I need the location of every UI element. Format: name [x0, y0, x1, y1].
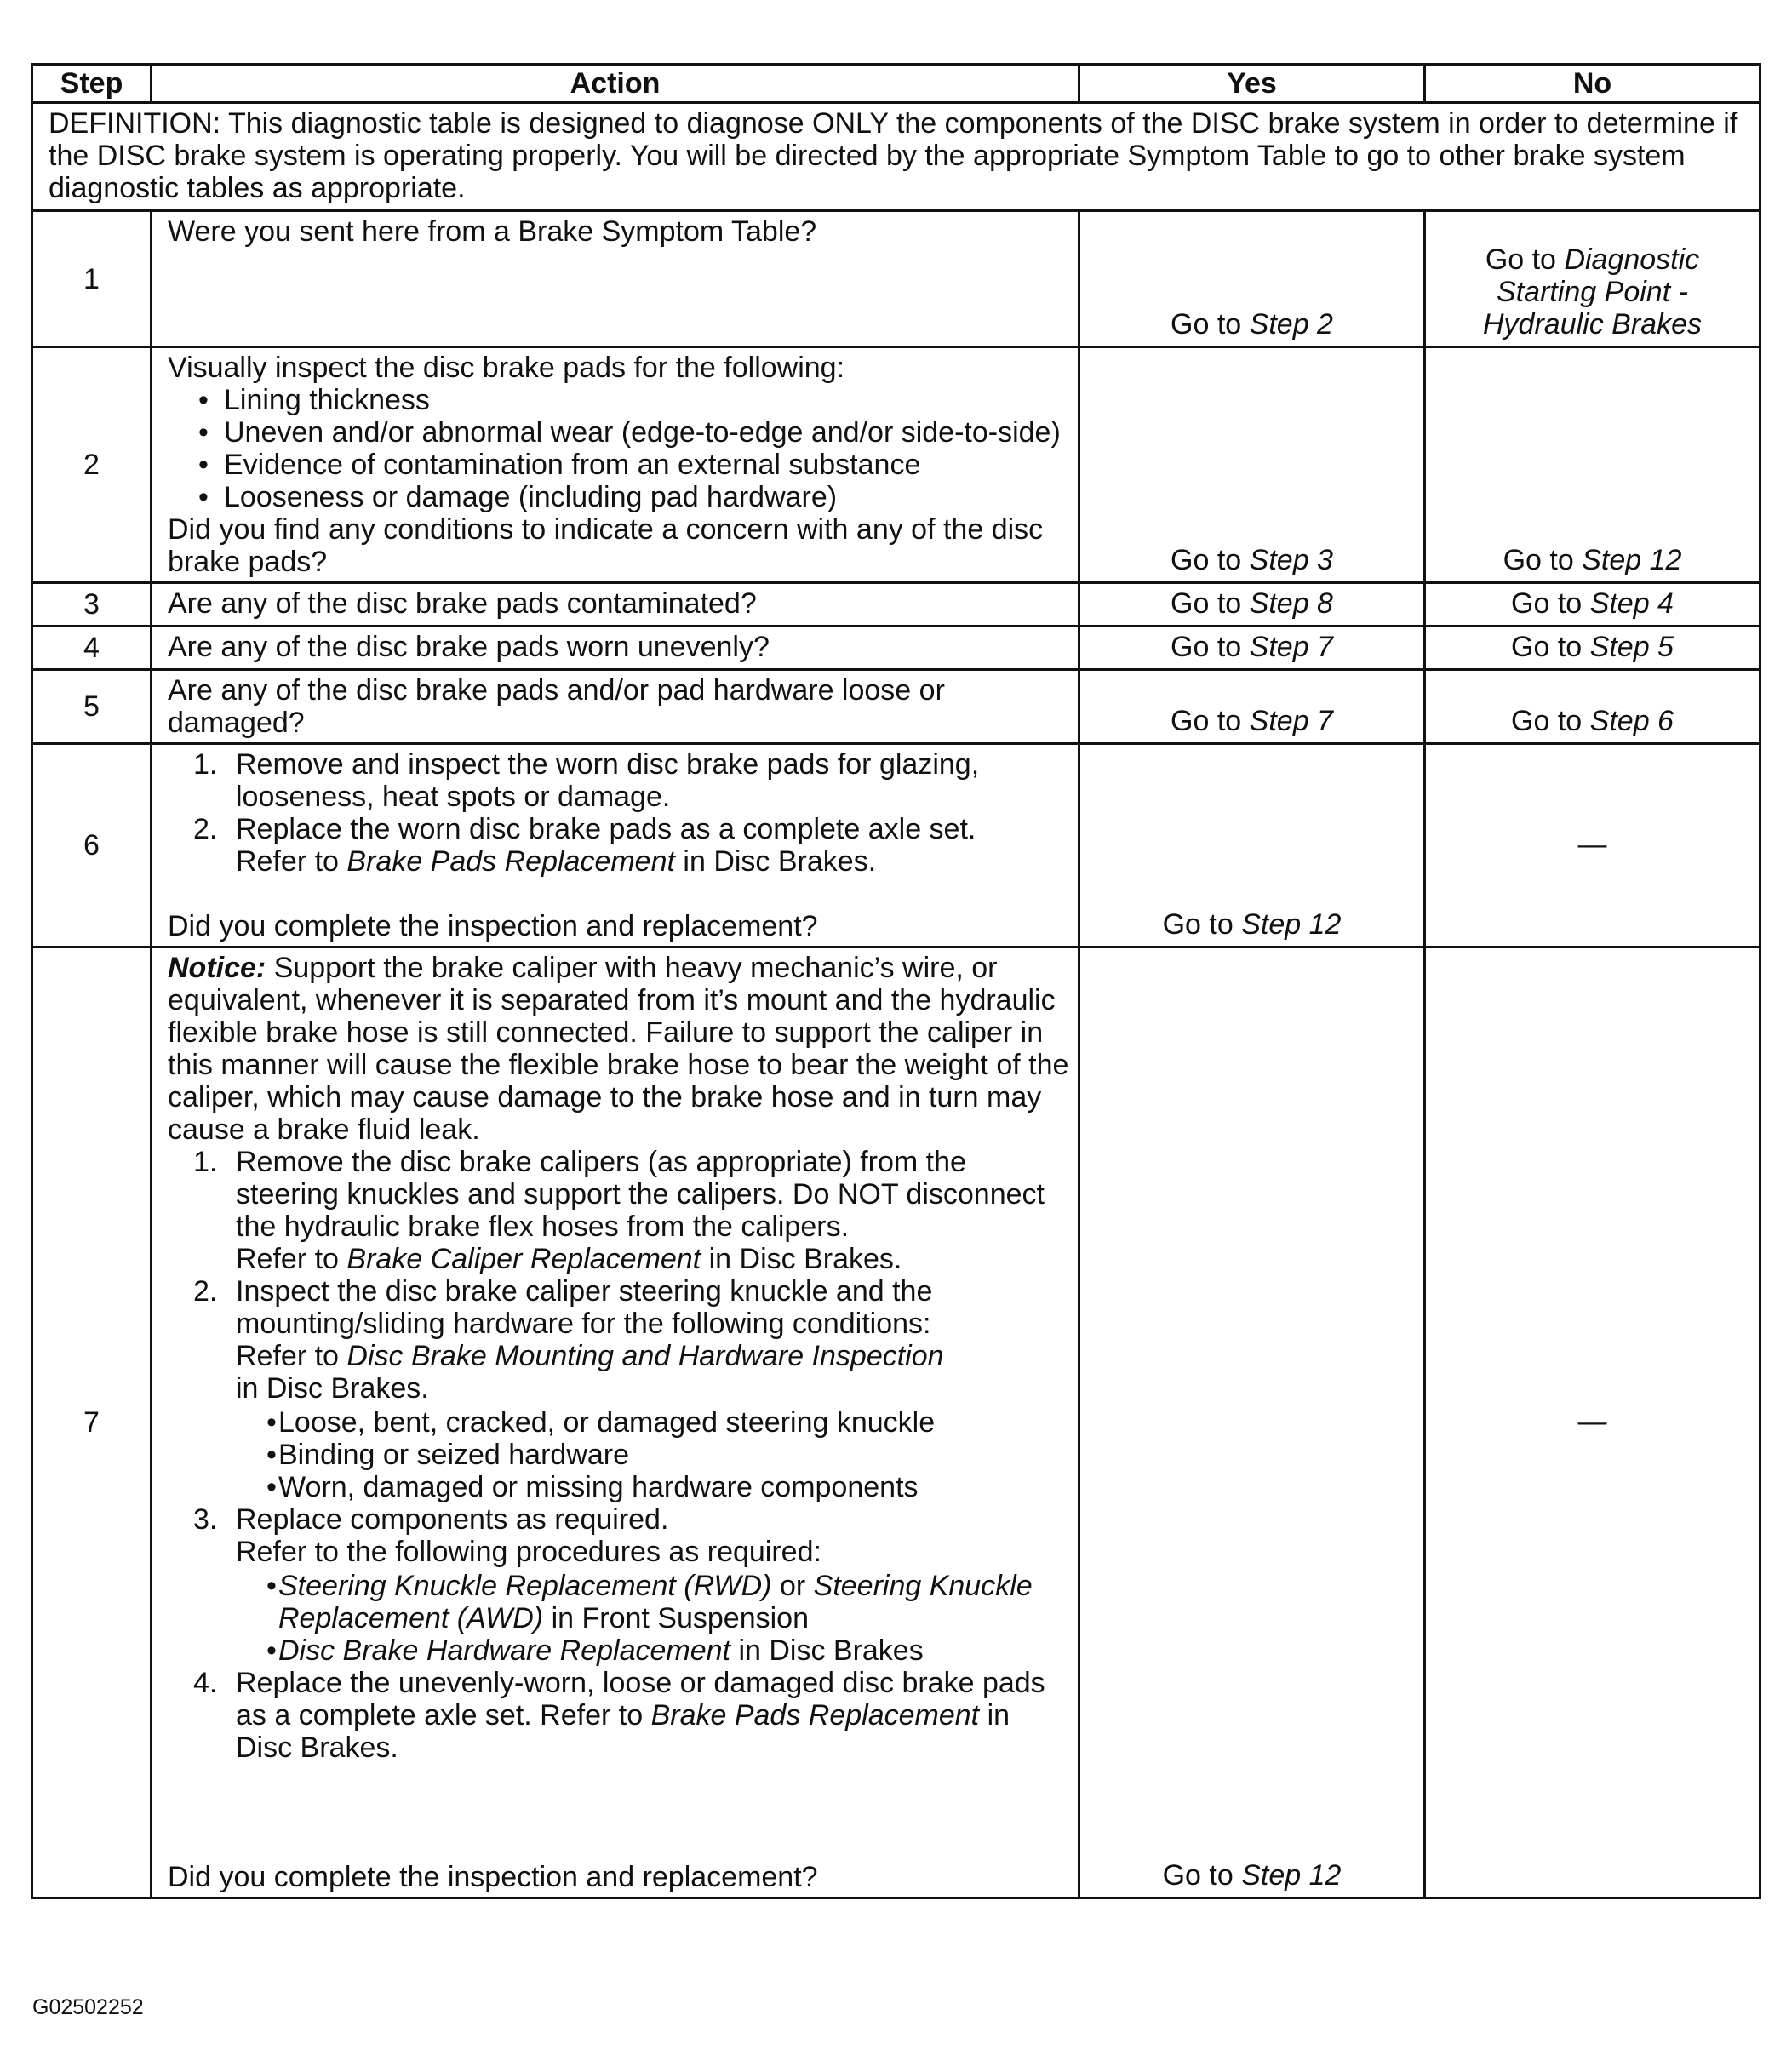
table-row — [32, 583, 1760, 627]
definition-text: DEFINITION: This diagnostic table is designed to diagnose ONLY the components of the DISC brake system in order to determine if the DISC brake system is operating properly. You will be directed by the appropriate Symptom Table to go to other brake system diagnostic tables as appropriate. — [32, 103, 1760, 211]
no-step-link[interactable]: Step 6 — [1589, 705, 1674, 737]
inspection-list — [168, 384, 1069, 513]
procedure-text: Inspect the disc brake caliper steering knuckle and the mounting/sliding hardware for the following conditions: — [236, 1275, 933, 1340]
list-item: • Lining thickness — [168, 384, 1069, 416]
yes-step-link[interactable]: Step 2 — [1249, 308, 1333, 341]
action-cell — [152, 947, 1079, 1898]
table-row — [32, 744, 1760, 947]
action-question: Were you sent here from a Brake Symptom Table? — [168, 215, 817, 248]
list-item — [236, 1634, 1069, 1667]
refer-label: Refer to — [236, 845, 339, 878]
yes-cell — [1079, 347, 1425, 583]
step-number: 2 — [32, 347, 152, 583]
notice-label: Notice: — [168, 952, 266, 984]
table-row — [32, 627, 1760, 670]
list-item: 3. Replace components as required. Refer to the following procedures as required: • Steering Knuckle Replacement (RWD) or Steering Knuckle Replacement (AWD) in Front Suspension • Disc Brake Hardware Replacement in Disc Brakes — [168, 1503, 1069, 1667]
goto-label: Go to — [1162, 908, 1234, 941]
procedure-ref-link[interactable]: Brake Caliper Replacement — [346, 1243, 701, 1275]
yes-cell — [1079, 211, 1425, 347]
step-number: 3 — [32, 583, 152, 627]
diagnostic-table — [31, 63, 1761, 1899]
action-question: Are any of the disc brake pads worn unevenly? — [168, 631, 770, 663]
action-question: Are any of the disc brake pads and/or pad hardware loose or damaged? — [168, 674, 945, 739]
goto-label: Go to — [1171, 631, 1242, 663]
no-cell — [1425, 744, 1760, 947]
yes-cell — [1079, 947, 1425, 1898]
goto-label: Go to — [1171, 587, 1242, 620]
list-item: • Looseness or damage (including pad hardware) — [168, 481, 1069, 513]
refer-label: Refer to — [236, 1340, 339, 1372]
action-question: Did you complete the inspection and replacement? — [168, 1861, 818, 1893]
list-item — [236, 1570, 1069, 1634]
procedure-ref-link[interactable]: Steering Knuckle Replacement (AWD) — [278, 1570, 1033, 1634]
goto-label: Go to — [1162, 1859, 1234, 1892]
step-number: 7 — [32, 947, 152, 1898]
no-ref-link[interactable]: Diagnostic — [1564, 243, 1700, 276]
no-dash: — — [1577, 828, 1607, 861]
table-row — [32, 670, 1760, 744]
goto-label: Go to — [1171, 308, 1242, 341]
step-number: 6 — [32, 744, 152, 947]
no-dash: — — [1577, 1405, 1607, 1438]
yes-step-link[interactable]: Step 7 — [1249, 705, 1333, 737]
action-cell — [152, 744, 1079, 947]
list-item: 2. Inspect the disc brake caliper steering knuckle and the mounting/sliding hardware for the following conditions: Refer to Disc Brake Mounting and Hardware Inspection in Disc Brakes. • Loose, bent, cracked, or damaged steering knuckle • Binding or seized hardware • Worn, damaged or missing hardware components — [168, 1275, 1069, 1503]
yes-step-link[interactable]: Step 3 — [1249, 544, 1333, 576]
header-action: Action — [152, 65, 1079, 103]
action-cell — [152, 670, 1079, 744]
no-cell — [1425, 947, 1760, 1898]
goto-label: Go to — [1171, 705, 1242, 737]
yes-step-link[interactable]: Step 12 — [1241, 908, 1342, 941]
goto-label: Go to — [1511, 587, 1583, 620]
no-step-link[interactable]: Step 4 — [1589, 587, 1674, 620]
no-ref-link-line2[interactable]: Starting Point - — [1497, 276, 1688, 308]
procedure-ref-list — [236, 1570, 1069, 1667]
ref-location: in Disc Brakes. — [708, 1243, 902, 1275]
yes-cell — [1079, 744, 1425, 947]
list-item: 2. Replace the worn disc brake pads as a complete axle set. Refer to Brake Pads Replacement in Disc Brakes. — [193, 813, 976, 878]
procedure-ref-link[interactable]: Disc Brake Hardware Replacement — [278, 1634, 730, 1667]
figure-id: G02502252 — [32, 1995, 144, 2019]
procedure-text: Replace the worn disc brake pads as a complete axle set. — [236, 813, 976, 845]
procedure-ref-link[interactable]: Brake Pads Replacement — [650, 1699, 980, 1731]
yes-cell — [1079, 627, 1425, 670]
procedure-text: Remove and inspect the worn disc brake pads for glazing, looseness, heat spots or damage. — [236, 748, 980, 813]
action-question: Are any of the disc brake pads contaminated? — [168, 587, 757, 620]
procedure-text: Replace the unevenly-worn, loose or damaged disc brake pads as a complete axle set. Refer to — [236, 1667, 1045, 1731]
procedure-list — [168, 748, 1069, 878]
diagnostic-document — [31, 63, 1759, 1899]
ref-location: in Disc Brakes. — [236, 1372, 429, 1405]
list-item: 1. Remove the disc brake calipers (as appropriate) from the steering knuckles and support the calipers. Do NOT disconnect the hydraulic brake flex hoses from the calipers. Refer to Brake Caliper Replacement in Disc Brakes. — [193, 1146, 1045, 1275]
notice-block — [168, 952, 1069, 1146]
step-number: 1 — [32, 211, 152, 347]
notice-text: Support the brake caliper with heavy mechanic’s wire, or equivalent, whenever it is separated from it’s mount and the hydraulic flexible brake hose is still connected. Failure to support the caliper in this manner will cause the flexible brake hose to bear the weight of the caliper, which may cause damage to the brake hose and in turn may cause a brake fluid leak. — [168, 952, 1069, 1146]
no-ref-link-line3[interactable]: Hydraulic Brakes — [1483, 308, 1702, 341]
action-question: Did you complete the inspection and replacement? — [168, 910, 818, 942]
or-label: or — [779, 1570, 806, 1602]
yes-cell — [1079, 583, 1425, 627]
goto-label: Go to — [1485, 243, 1556, 276]
step-number: 5 — [32, 670, 152, 744]
action-question: Did you find any conditions to indicate a concern with any of the disc brake pads? — [168, 513, 1044, 578]
table-row — [32, 947, 1760, 1898]
procedure-text: Replace components as required. — [236, 1503, 669, 1536]
header-row — [32, 65, 1760, 103]
procedure-ref-link[interactable]: Steering Knuckle Replacement (RWD) — [278, 1570, 772, 1602]
list-item: • Evidence of contamination from an external substance — [168, 449, 1069, 481]
action-cell — [152, 347, 1079, 583]
no-cell — [1425, 627, 1760, 670]
no-cell — [1425, 670, 1760, 744]
goto-label: Go to — [1503, 544, 1574, 576]
step-number: 4 — [32, 627, 152, 670]
list-item: • Worn, damaged or missing hardware components — [236, 1471, 1069, 1503]
ref-location: in Disc Brakes — [738, 1634, 924, 1667]
header-step: Step — [32, 65, 152, 103]
refer-label: Refer to — [236, 1243, 339, 1275]
list-item: 4. Replace the unevenly-worn, loose or damaged disc brake pads as a complete axle set. Refer to Brake Pads Replacement in Disc Brakes. — [193, 1667, 1045, 1764]
no-cell — [1425, 583, 1760, 627]
procedure-subtext: Refer to the following procedures as required: — [236, 1536, 821, 1568]
header-no: No — [1425, 65, 1760, 103]
table-row — [32, 347, 1760, 583]
no-cell — [1425, 347, 1760, 583]
goto-label: Go to — [1171, 544, 1242, 576]
goto-label: Go to — [1511, 705, 1583, 737]
list-item: • Loose, bent, cracked, or damaged steering knuckle — [236, 1406, 1069, 1439]
header-yes: Yes — [1079, 65, 1425, 103]
list-item: • Binding or seized hardware — [236, 1439, 1069, 1471]
yes-cell — [1079, 670, 1425, 744]
ref-location: in Disc Brakes. — [236, 1699, 1010, 1764]
no-step-link[interactable]: Step 12 — [1582, 544, 1682, 576]
procedure-list — [168, 1146, 1069, 1764]
action-cell — [152, 211, 1079, 347]
goto-label: Go to — [1511, 631, 1583, 663]
condition-list — [236, 1406, 1069, 1503]
list-item: 1. Remove and inspect the worn disc brake pads for glazing, looseness, heat spots or damage. — [193, 748, 980, 813]
definition-row — [32, 103, 1760, 211]
yes-step-link[interactable]: Step 7 — [1249, 631, 1333, 663]
no-step-link[interactable]: Step 5 — [1589, 631, 1674, 663]
action-intro: Visually inspect the disc brake pads for the following: — [168, 352, 845, 384]
ref-location: in Disc Brakes. — [683, 845, 877, 878]
table-row — [32, 211, 1760, 347]
no-cell — [1425, 211, 1760, 347]
ref-location: in Front Suspension — [551, 1602, 809, 1634]
yes-step-link[interactable]: Step 8 — [1249, 587, 1333, 620]
action-cell — [152, 627, 1079, 670]
procedure-ref-link[interactable]: Brake Pads Replacement — [346, 845, 675, 878]
action-cell — [152, 583, 1079, 627]
yes-step-link[interactable]: Step 12 — [1241, 1859, 1342, 1892]
procedure-text: Remove the disc brake calipers (as appropriate) from the steering knuckles and support the calipers. Do NOT disconnect the hydraulic brake flex hoses from the calipers. — [236, 1146, 1045, 1243]
list-item: • Uneven and/or abnormal wear (edge-to-edge and/or side-to-side) — [168, 416, 1069, 449]
procedure-ref-link[interactable]: Disc Brake Mounting and Hardware Inspection — [346, 1340, 944, 1372]
